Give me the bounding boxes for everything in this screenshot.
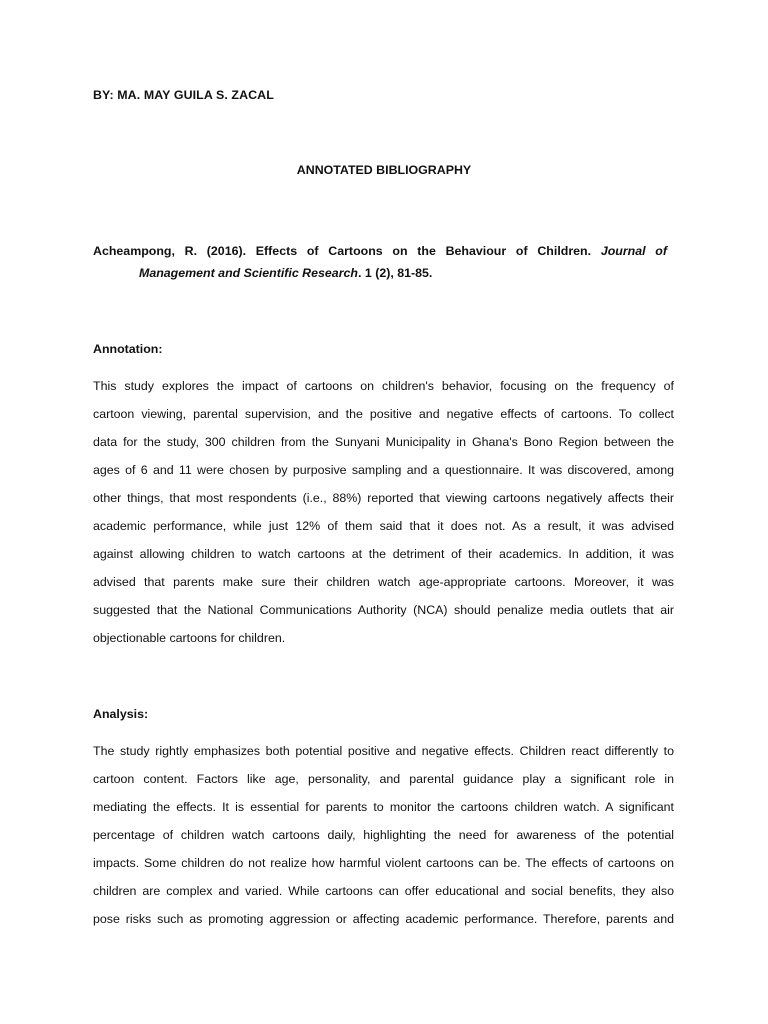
analysis-line: cartoon content. Factors like age, personality, and parental guidance play a significant role in [93, 772, 674, 786]
annotation-line: advised that parents make sure their children watch age-appropriate cartoons. Moreover, it was [93, 575, 674, 589]
annotation-line: This study explores the impact of cartoons on children's behavior, focusing on the frequency of [93, 379, 674, 393]
annotation-paragraph [93, 372, 674, 652]
annotation-line: data for the study, 300 children from the Sunyani Municipality in Ghana's Bono Region between the [93, 435, 674, 449]
author-line: BY: MA. MAY GUILA S. ZACAL [93, 88, 274, 102]
annotation-line: suggested that the National Communications Authority (NCA) should penalize media outlets that air [93, 603, 674, 617]
annotation-line: cartoon viewing, parental supervision, and the positive and negative effects of cartoons. To collect [93, 407, 674, 421]
analysis-line: impacts. Some children do not realize how harmful violent cartoons can be. The effects of cartoons on [93, 856, 674, 870]
citation-volume-pages: . 1 (2), 81-85. [357, 266, 433, 280]
document-title: ANNOTATED BIBLIOGRAPHY [296, 163, 472, 177]
annotation-line: objectionable cartoons for children. [93, 631, 286, 645]
citation-journal-part2: Management and Scientific Research [139, 266, 358, 280]
analysis-line: children are complex and varied. While cartoons can offer educational and social benefits, they also [93, 884, 674, 898]
annotation-line: other things, that most respondents (i.e., 88%) reported that viewing cartoons negatively affects their [93, 491, 674, 505]
annotation-line: ages of 6 and 11 were chosen by purposive sampling and a questionnaire. It was discovered, among [93, 463, 674, 477]
analysis-paragraph [93, 737, 674, 933]
citation-journal-part1: Journal of [600, 244, 667, 258]
analysis-heading: Analysis: [93, 707, 149, 721]
annotation-line: against allowing children to watch cartoons at the detriment of their academics. In addition, it was [93, 547, 674, 561]
annotation-line: academic performance, while just 12% of them said that it does not. As a result, it was advised [93, 519, 674, 533]
analysis-line: percentage of children watch cartoons daily, highlighting the need for awareness of the potential [93, 828, 674, 842]
citation-line-1 [93, 237, 667, 265]
citation-line-2 [139, 265, 432, 281]
citation-authors-title: Acheampong, R. (2016). Effects of Cartoons on the Behaviour of Children. [93, 244, 592, 258]
analysis-line: The study rightly emphasizes both potential positive and negative effects. Children react differently to [93, 744, 674, 758]
analysis-line: mediating the effects. It is essential for parents to monitor the cartoons children watch. A significant [93, 800, 674, 814]
annotation-heading: Annotation: [93, 342, 163, 356]
analysis-line: pose risks such as promoting aggression or affecting academic performance. Therefore, parents and [93, 912, 674, 926]
